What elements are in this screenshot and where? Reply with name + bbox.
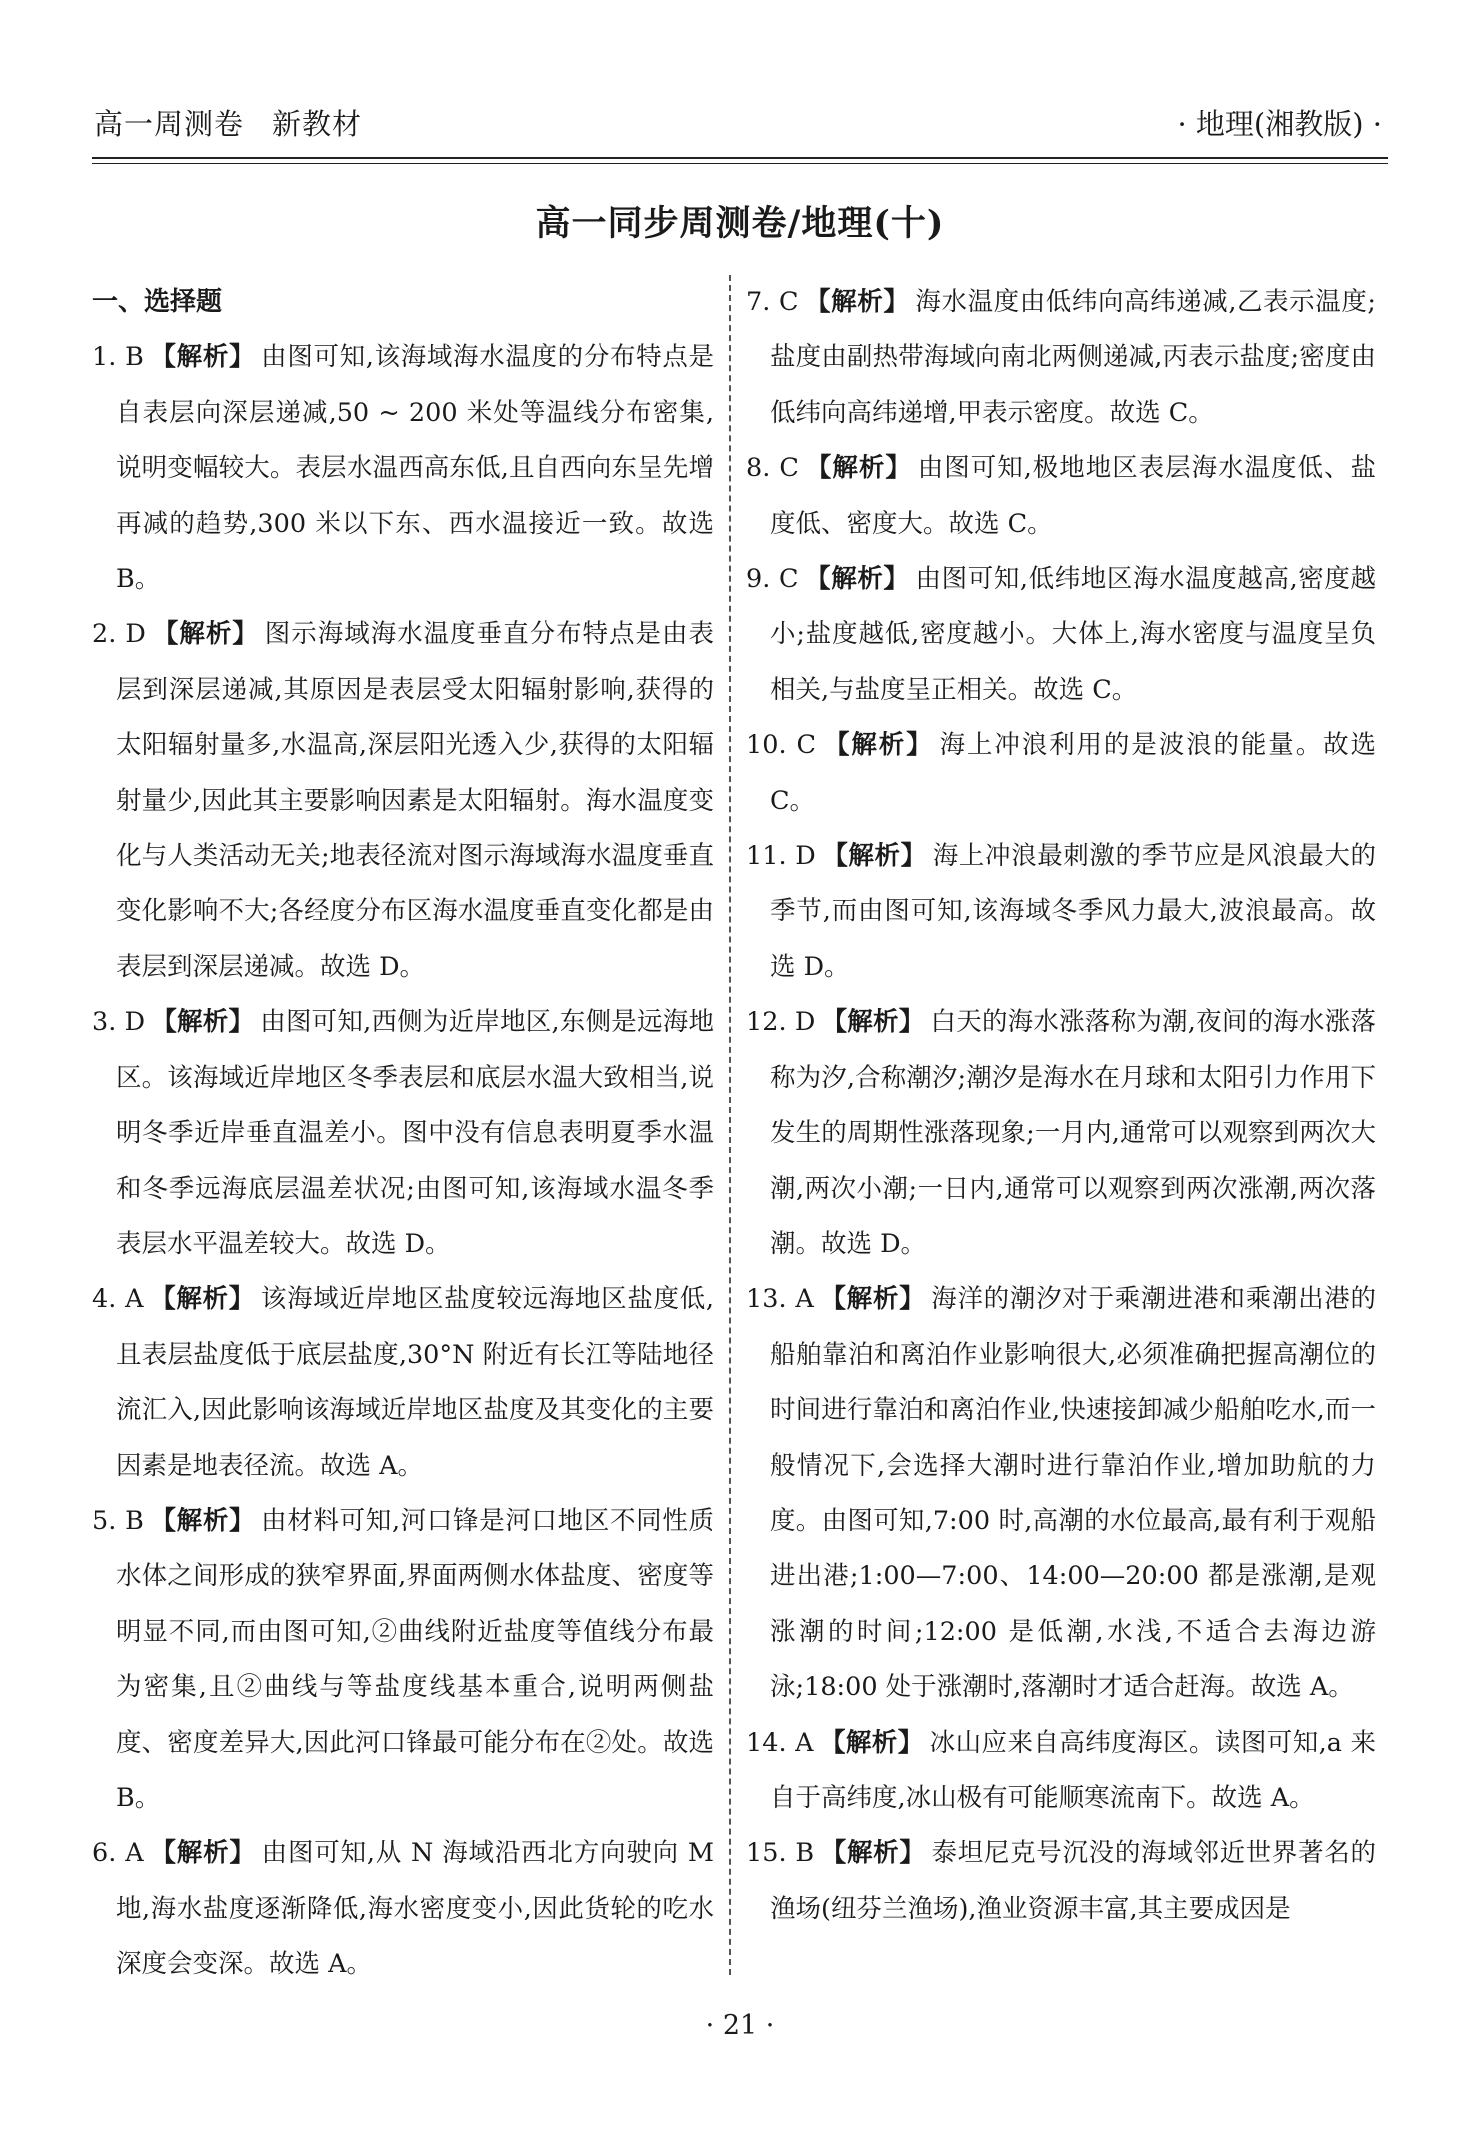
- answer-explanation: 由图可知,该海域海水温度的分布特点是自表层向深层递减,50 ~ 200 米处等温线分布密集,说明变幅较大。表层水温西高东低,且自西向东呈先增再减的趋势,300 米以下东、西水温接近一致。故选 B。: [116, 342, 714, 595]
- page-header: [92, 96, 1388, 146]
- header-left: [94, 102, 362, 143]
- answer-item: [92, 1494, 714, 1826]
- analysis-tag: 【解析】: [804, 453, 912, 484]
- page-title: 高一同步周测卷/地理(十): [535, 203, 945, 244]
- answer-number: 1. B: [92, 342, 144, 373]
- answer-explanation: 图示海域海水温度垂直分布特点是由表层到深层递减,其原因是表层受太阳辐射影响,获得的太阳辐射量多,水温高,深层阳光透入少,获得的太阳辐射量少,因此其主要影响因素是太阳辐射。海水温度变化与人类活动无关;地表径流对图示海域海水温度垂直变化影响不大;各经度分布区海水温度垂直变化都是由表层到深层递减。故选 D。: [116, 619, 714, 982]
- answer-explanation: 该海域近岸地区盐度较远海地区盐度低,且表层盐度低于底层盐度,30°N 附近有长江等陆地径流汇入,因此影响该海域近岸地区盐度及其变化的主要因素是地表径流。故选 A。: [116, 1284, 714, 1481]
- page-number: · 21 ·: [705, 2010, 775, 2041]
- answer-explanation: 海水温度由低纬向高纬递减,乙表示温度;盐度由副热带海域向南北两侧递减,丙表示盐度;密度由低纬向高纬递增,甲表示密度。故选 C。: [770, 287, 1376, 428]
- analysis-tag: 【解析】: [151, 619, 259, 650]
- analysis-tag: 【解析】: [820, 1838, 926, 1869]
- analysis-tag: 【解析】: [149, 342, 256, 373]
- answer-explanation: 冰山应来自高纬度海区。读图可知,a 来自于高纬度,冰山极有可能顺寒流南下。故选 A。: [770, 1727, 1376, 1813]
- analysis-tag: 【解析】: [149, 1284, 255, 1315]
- answer-item: [746, 1716, 1376, 1827]
- header-rule-thin: [92, 163, 1388, 164]
- answer-explanation: 海上冲浪最刺激的季节应是风浪最大的季节,而由图可知,该海域冬季风力最大,波浪最高。故选 D。: [770, 841, 1376, 982]
- answer-number: 5. B: [92, 1505, 144, 1536]
- answer-explanation: 由材料可知,河口锋是河口地区不同性质水体之间形成的狭窄界面,界面两侧水体盐度、密度等明显不同,而由图可知,②曲线附近盐度等值线分布最为密集,且②曲线与等盐度线基本重合,说明两侧盐度、密度差异大,因此河口锋最可能分布在②处。故选 B。: [116, 1505, 714, 1813]
- header-series-title: 高一周测卷: [94, 107, 245, 141]
- analysis-tag: 【解析】: [819, 1284, 926, 1315]
- answer-number: 6. A: [92, 1838, 144, 1869]
- answer-explanation: 由图可知,从 N 海域沿西北方向驶向 M 地,海水盐度逐渐降低,海水密度变小,因此货轮的吃水深度会变深。故选 A。: [116, 1838, 714, 1980]
- analysis-tag: 【解析】: [149, 1838, 256, 1869]
- answer-item: [92, 1272, 714, 1494]
- answer-item: [92, 607, 714, 995]
- answer-item: [746, 1826, 1376, 1937]
- analysis-tag: 【解析】: [819, 1727, 924, 1758]
- analysis-tag: 【解析】: [804, 564, 910, 595]
- answer-number: 7. C: [746, 287, 799, 317]
- analysis-tag: 【解析】: [151, 1007, 255, 1038]
- answer-item: [746, 275, 1376, 441]
- answer-number: 11. D: [746, 841, 816, 872]
- analysis-tag: 【解析】: [822, 730, 934, 761]
- answer-explanation: 海洋的潮汐对于乘潮进港和乘潮出港的船舶靠泊和离泊作业影响很大,必须准确把握高潮位的时间进行靠泊和离泊作业,快速接卸减少船舶吃水,而一般情况下,会选择大潮时进行靠泊作业,增加助航的力度。由图可知,7:00 时,高潮的水位最高,最有利于观船进出港;1:00—7:00、14:00—20:00 都是涨潮,是观涨潮的时间;12:00 是低潮,水浅,不适合去海边游泳;18:00 处于涨潮时,落潮时才适合赶海。故选 A。: [770, 1284, 1376, 1703]
- analysis-tag: 【解析】: [821, 841, 927, 872]
- left-answer-list: [92, 330, 714, 1992]
- answer-item: [92, 1826, 714, 1992]
- answer-item: [746, 829, 1376, 995]
- answer-explanation: 海上冲浪利用的是波浪的能量。故选 C。: [770, 730, 1376, 816]
- answer-number: 4. A: [92, 1284, 144, 1315]
- answer-item: [92, 330, 714, 607]
- answer-item: [746, 995, 1376, 1272]
- answer-item: [746, 441, 1376, 552]
- answer-item: [746, 1272, 1376, 1715]
- answer-number: 9. C: [746, 564, 799, 595]
- analysis-tag: 【解析】: [149, 1505, 256, 1536]
- header-subject: · 地理(湘教版) ·: [1177, 107, 1382, 141]
- answer-number: 2. D: [92, 619, 146, 650]
- answer-item: [746, 552, 1376, 718]
- answer-explanation: 由图可知,极地地区表层海水温度低、盐度低、密度大。故选 C。: [770, 453, 1376, 539]
- answer-explanation: 由图可知,低纬地区海水温度越高,密度越小;盐度越低,密度越小。大体上,海水密度与温度呈负相关,与盐度呈正相关。故选 C。: [770, 564, 1376, 705]
- right-answer-list: [746, 275, 1376, 1937]
- analysis-tag: 【解析】: [804, 287, 910, 317]
- answer-explanation: 由图可知,西侧为近岸地区,东侧是远海地区。该海域近岸地区冬季表层和底层水温大致相当,说明冬季近岸垂直温差小。图中没有信息表明夏季水温和冬季远海底层温差状况;由图可知,该海域水温冬季表层水平温差较大。故选 D。: [116, 1007, 714, 1259]
- left-column: [92, 275, 714, 1980]
- answer-number: 13. A: [746, 1284, 814, 1315]
- right-column: [746, 275, 1376, 1980]
- answer-explanation: 泰坦尼克号沉没的海域邻近世界著名的渔场(纽芬兰渔场),渔业资源丰富,其主要成因是: [770, 1838, 1376, 1924]
- section-heading: 一、选择题: [92, 287, 223, 317]
- header-rule-thick: [92, 157, 1388, 159]
- answer-explanation: 白天的海水涨落称为潮,夜间的海水涨落称为汐,合称潮汐;潮汐是海水在月球和太阳引力作用下发生的周期性涨落现象;一月内,通常可以观察到两次大潮,两次小潮;一日内,通常可以观察到两次涨潮,两次落潮。故选 D。: [770, 1007, 1376, 1259]
- answer-number: 12. D: [746, 1007, 816, 1038]
- answer-number: 14. A: [746, 1727, 814, 1758]
- answer-item: [746, 718, 1376, 829]
- answer-number: 8. C: [746, 453, 799, 484]
- header-edition: 新教材: [272, 107, 363, 141]
- answer-number: 3. D: [92, 1007, 146, 1038]
- column-divider: [729, 275, 731, 1975]
- answer-number: 15. B: [746, 1838, 815, 1869]
- analysis-tag: 【解析】: [821, 1007, 925, 1038]
- answer-item: [92, 995, 714, 1272]
- answer-number: 10. C: [746, 730, 817, 761]
